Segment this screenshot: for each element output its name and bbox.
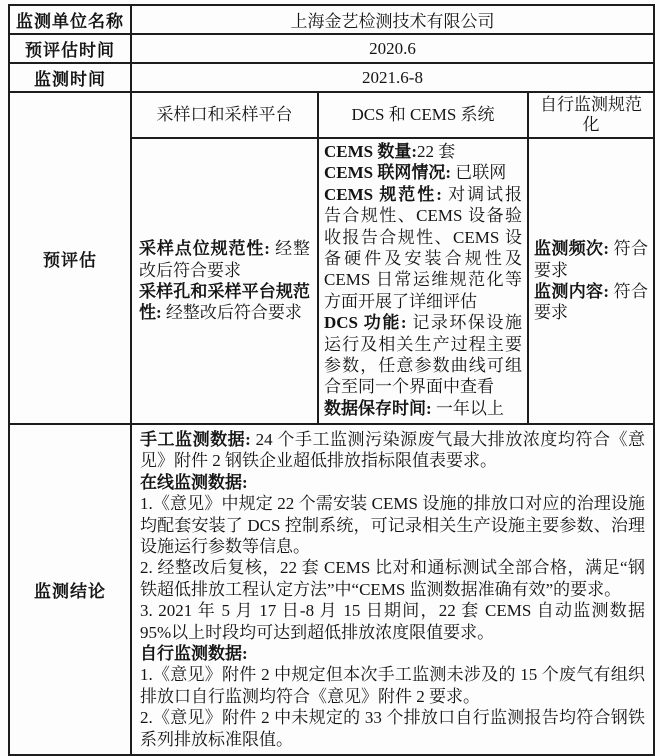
data-retention-item (324, 398, 522, 419)
field-value: 22 套 (417, 142, 456, 161)
cems-count-item (324, 141, 522, 162)
pre-eval-time-value: 2020.6 (131, 34, 654, 63)
field-label: 采样孔和采样平台规范性: (139, 282, 310, 323)
field-value: 经整改后符合要求 (139, 239, 310, 280)
conclusion-cell (131, 424, 654, 755)
field-label: 手工监测数据: (140, 429, 251, 449)
unit-name-value: 上海金艺检测技术有限公司 (131, 5, 654, 34)
dcs-function-item (324, 312, 522, 398)
field-label: 监测内容: (534, 282, 610, 301)
table-row (9, 5, 654, 34)
field-value: 记录环保设施运行及相关生产过程主要参数，任意参数曲线可组合至同一个界面中查看 (324, 313, 522, 397)
conclusion-online-item-2 (140, 557, 645, 600)
table-row (9, 34, 654, 63)
table-row (9, 63, 654, 92)
conclusion-self-item-2 (140, 707, 645, 750)
field-value: 已联网 (451, 163, 507, 183)
field-value: 一年以上 (431, 398, 504, 418)
monitor-time-label: 监测时间 (9, 63, 131, 92)
field-value: 符合要求 (534, 239, 649, 280)
sampling-platform-item (139, 281, 310, 324)
field-value: 经整改后符合要求 (161, 303, 302, 323)
conclusion-online-item-1 (140, 493, 645, 557)
field-label: CEMS 联网情况: (324, 163, 452, 183)
unit-name-label: 监测单位名称 (9, 5, 131, 34)
field-label: CEMS 数量: (324, 142, 418, 161)
column-header-self-monitoring: 自行监测规范化 (528, 92, 654, 138)
monitor-frequency-item (534, 238, 648, 281)
field-value: 2.《意见》附件 2 中未规定的 33 个排放口自行监测报告均符合钢铁系列排放标准限值。 (140, 708, 646, 749)
conclusion-self-item-1 (140, 664, 645, 707)
column-header-sampling: 采样口和采样平台 (131, 92, 318, 138)
field-value: 对调试报告合规性、CEMS 设备验收报告合规性、CEMS 设备硬件及安装合规性及 CEMS 日常运维规范化等方面开展了详细评估 (324, 184, 522, 311)
monitor-content-item (534, 281, 648, 324)
cems-network-item (324, 162, 522, 183)
monitor-time-value: 2021.6-8 (131, 63, 654, 92)
conclusion-online-item-3 (140, 600, 645, 643)
field-value: 3. 2021 年 5 月 17 日-8 月 15 日期间，22 套 CEMS 自动监测数据 95%以上时段均可达到超低排放浓度限值要求。 (140, 601, 646, 642)
field-label: 自行监测数据: (140, 644, 248, 664)
field-value: 2. 经整改后复核，22 套 CEMS 比对和通标测试全部合格，满足“钢铁超低排放工程认定方法”中“CEMS 监测数据准确有效”的要求。 (140, 558, 646, 599)
sampling-point-item (139, 238, 310, 281)
field-label: 采样点位规范性: (139, 239, 270, 259)
pre-eval-row-label: 预评估 (9, 92, 131, 424)
self-monitoring-cell (528, 138, 654, 424)
dcs-cems-cell (318, 138, 528, 424)
field-label: 数据保存时间: (324, 398, 432, 418)
conclusion-online-data-heading (140, 472, 645, 493)
conclusion-manual-data (140, 429, 645, 472)
column-header-dcs-cems: DCS 和 CEMS 系统 (318, 92, 528, 138)
field-label: 在线监测数据: (140, 472, 248, 492)
conclusion-self-data-heading (140, 643, 645, 664)
cems-compliance-item (324, 184, 522, 312)
pre-eval-time-label: 预评估时间 (9, 34, 131, 63)
conclusion-row-label: 监测结论 (9, 424, 131, 755)
field-label: 监测频次: (534, 239, 610, 259)
field-value: 符合要求 (534, 282, 649, 323)
field-value: 24 个手工监测污染源废气最大排放浓度均符合《意见》附件 2 钢铁企业超低排放指标限值表要求。 (140, 429, 646, 471)
field-label: DCS 功能: (324, 313, 407, 333)
table-row (9, 424, 654, 755)
field-value: 1.《意见》附件 2 中规定但本次手工监测未涉及的 15 个废气有组织排放口自行监测均符合《意见》附件 2 要求。 (140, 665, 646, 706)
monitoring-report-table (8, 4, 655, 756)
field-value: 1.《意见》中规定 22 个需安装 CEMS 设施的排放口对应的治理设施均配套安装了 DCS 控制系统，可记录相关生产设施主要参数、治理设施运行参数等信息。 (140, 494, 646, 556)
field-label: CEMS 规范性: (324, 184, 442, 204)
table-row (9, 92, 654, 138)
sampling-cell (131, 138, 318, 424)
